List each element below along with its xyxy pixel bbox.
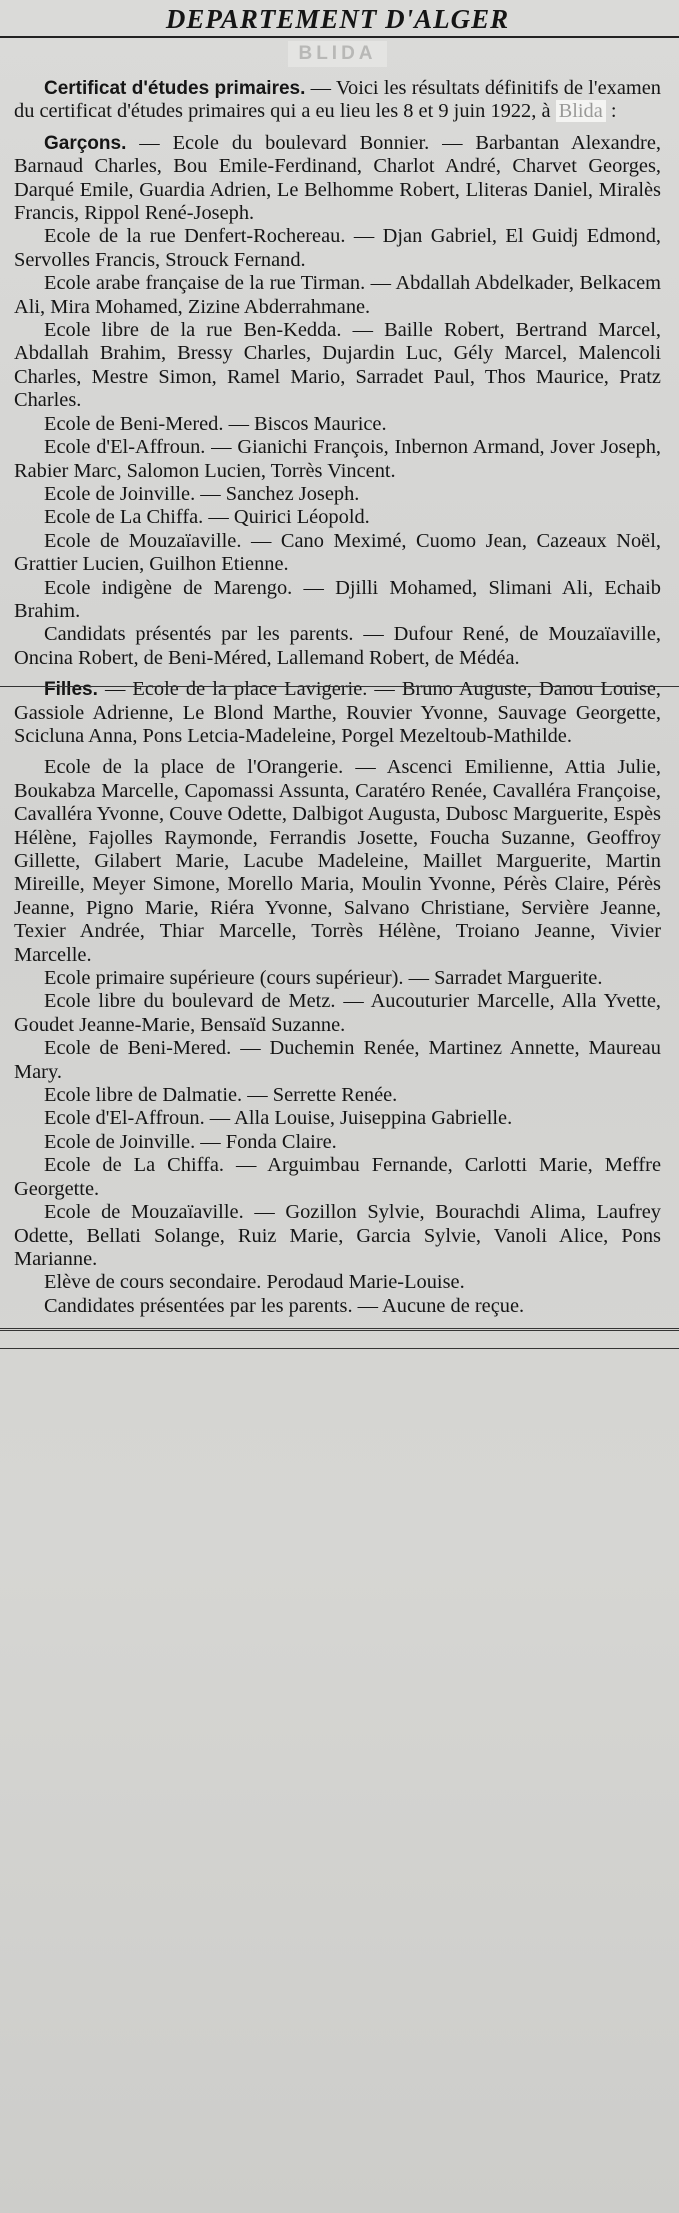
boys-school-paragraph: Ecole de Beni-Mered. — Biscos Maurice.	[44, 412, 387, 435]
boys-school-paragraph: Ecole libre de la rue Ben-Kedda. — Baille Robert, Bertrand Marcel, Abdallah Brahim, Bressy Charles, Dujardin Luc, Gély Marcel, Malencoli Charles, Mestre Simon, Ramel Mario, Sarradet Paul, Thos Maurice, Pratz Charles.	[14, 319, 661, 412]
boys-school-paragraph: Ecole de La Chiffa. — Quirici Léopold.	[44, 506, 370, 529]
boys-paragraph	[14, 132, 661, 226]
boys-first-school: — Ecole du boulevard Bonnier. — Barbantan Alexandre, Barnaud Charles, Bou Emile-Ferdinand, Charlot André, Charvet Georges, Darqué Emile, Guardia Adrien, Le Belhomme Robert, Lliteras Daniel, Miralès Francis, Rippol René-Joseph.	[14, 131, 661, 225]
girls-school-paragraph: Ecole de Mouzaïaville. — Gozillon Sylvie, Bourachdi Alima, Laufrey Odette, Bellati Solange, Ruiz Marie, Garcia Sylvie, Vanoli Alice, Pons Marianne.	[14, 1201, 661, 1270]
girls-school-paragraph: Ecole primaire supérieure (cours supérieur). — Sarradet Marguerite.	[44, 967, 603, 990]
city-heading: BLIDA	[288, 41, 386, 67]
clipping-seam	[0, 686, 679, 687]
intro-paragraph	[14, 77, 661, 124]
girls-heading: Filles.	[44, 679, 98, 701]
girls-school-paragraph: Ecole de La Chiffa. — Arguimbau Fernande, Carlotti Marie, Meffre Georgette.	[14, 1154, 661, 1200]
girls-school-paragraph: Elève de cours secondaire. Perodaud Marie-Louise.	[44, 1271, 465, 1294]
girls-paragraph	[14, 678, 661, 748]
title-rule	[0, 36, 679, 38]
girls-school-paragraph: Ecole de Beni-Mered. — Duchemin Renée, Martinez Annette, Maureau Mary.	[14, 1037, 661, 1083]
girls-orangerie-paragraph: Ecole de la place de l'Orangerie. — Ascenci Emilienne, Attia Julie, Boukabza Marcelle, Capomassi Assunta, Caratéro Renée, Cavalléra Françoise, Cavalléra Yvonne, Couve Odette, Dalbigot Augusta, Dubosc Marguerite, Espès Hélène, Fajolles Raymonde, Ferrandis Josette, Foucha Suzanne, Geoffroy Gillette, Gilabert Marie, Lacube Madeleine, Maillet Marguerite, Martin Mireille, Meyer Simone, Morello Maria, Moulin Yvonne, Pérès Claire, Pérès Jeanne, Pigno Marie, Riéra Yvonne, Salvano Christiane, Servière Jeanne, Texier Andrée, Thiar Marcelle, Torrès Hélène, Troiano Jeanne, Vivier Marcelle.	[14, 756, 661, 966]
masthead	[14, 0, 661, 69]
end-rule	[0, 1328, 679, 1331]
intro-text-end: :	[605, 100, 617, 123]
intro-heading: Certificat d'études primaires.	[44, 78, 306, 99]
department-title: DEPARTEMENT D'ALGER	[165, 4, 510, 34]
boys-heading: Garçons.	[44, 132, 127, 154]
girls-first-school: — Ecole de la place Lavigerie. — Bruno Auguste, Danou Louise, Gassiole Adrienne, Le Blond Marthe, Rouvier Yvonne, Sauvage Georgette, Scicluna Anna, Pons Letcia-Madeleine, Porgel Mezeltoub-Mathilde.	[14, 678, 661, 747]
intro-text: — Voici les résultats définitifs de l'examen du certificat d'études primaires qui a eu lieu les 8 et 9 juin 1922, à	[14, 77, 661, 123]
girls-candidates-paragraph: Candidates présentées par les parents. — Aucune de reçue.	[44, 1294, 525, 1317]
boys-candidates-paragraph: Candidats présentés par les parents. — Dufour René, de Mouzaïaville, Oncina Robert, de Beni-Méred, Lallemand Robert, de Médéa.	[14, 623, 661, 669]
clipping-seam	[0, 1348, 679, 1349]
place-highlight: Blida	[556, 100, 606, 122]
girls-school-paragraph: Ecole libre de Dalmatie. — Serrette Renée.	[44, 1084, 398, 1107]
boys-school-paragraph: Ecole de Joinville. — Sanchez Joseph.	[44, 482, 360, 505]
boys-school-paragraph: Ecole d'El-Affroun. — Gianichi François, Inbernon Armand, Jover Joseph, Rabier Marc, Salomon Lucien, Torrès Vincent.	[14, 436, 661, 482]
boys-school-paragraph: Ecole arabe française de la rue Tirman. — Abdallah Abdelkader, Belkacem Ali, Mira Mohamed, Zizine Abderrahmane.	[14, 272, 661, 318]
girls-school-paragraph: Ecole d'El-Affroun. — Alla Louise, Juiseppina Gabrielle.	[44, 1107, 513, 1130]
boys-school-paragraph: Ecole de la rue Denfert-Rochereau. — Djan Gabriel, El Guidj Edmond, Servolles Francis, Strouck Fernand.	[14, 225, 661, 271]
girls-school-paragraph: Ecole libre du boulevard de Metz. — Aucouturier Marcelle, Alla Yvette, Goudet Jeanne-Marie, Bensaïd Suzanne.	[14, 990, 661, 1036]
article-body	[14, 77, 661, 1331]
boys-school-paragraph: Ecole de Mouzaïaville. — Cano Meximé, Cuomo Jean, Cazeaux Noël, Grattier Lucien, Guilhon Etienne.	[14, 529, 661, 576]
girls-school-paragraph: Ecole de Joinville. — Fonda Claire.	[44, 1130, 337, 1153]
boys-school-paragraph: Ecole indigène de Marengo. — Djilli Mohamed, Slimani Ali, Echaib Brahim.	[14, 576, 661, 622]
